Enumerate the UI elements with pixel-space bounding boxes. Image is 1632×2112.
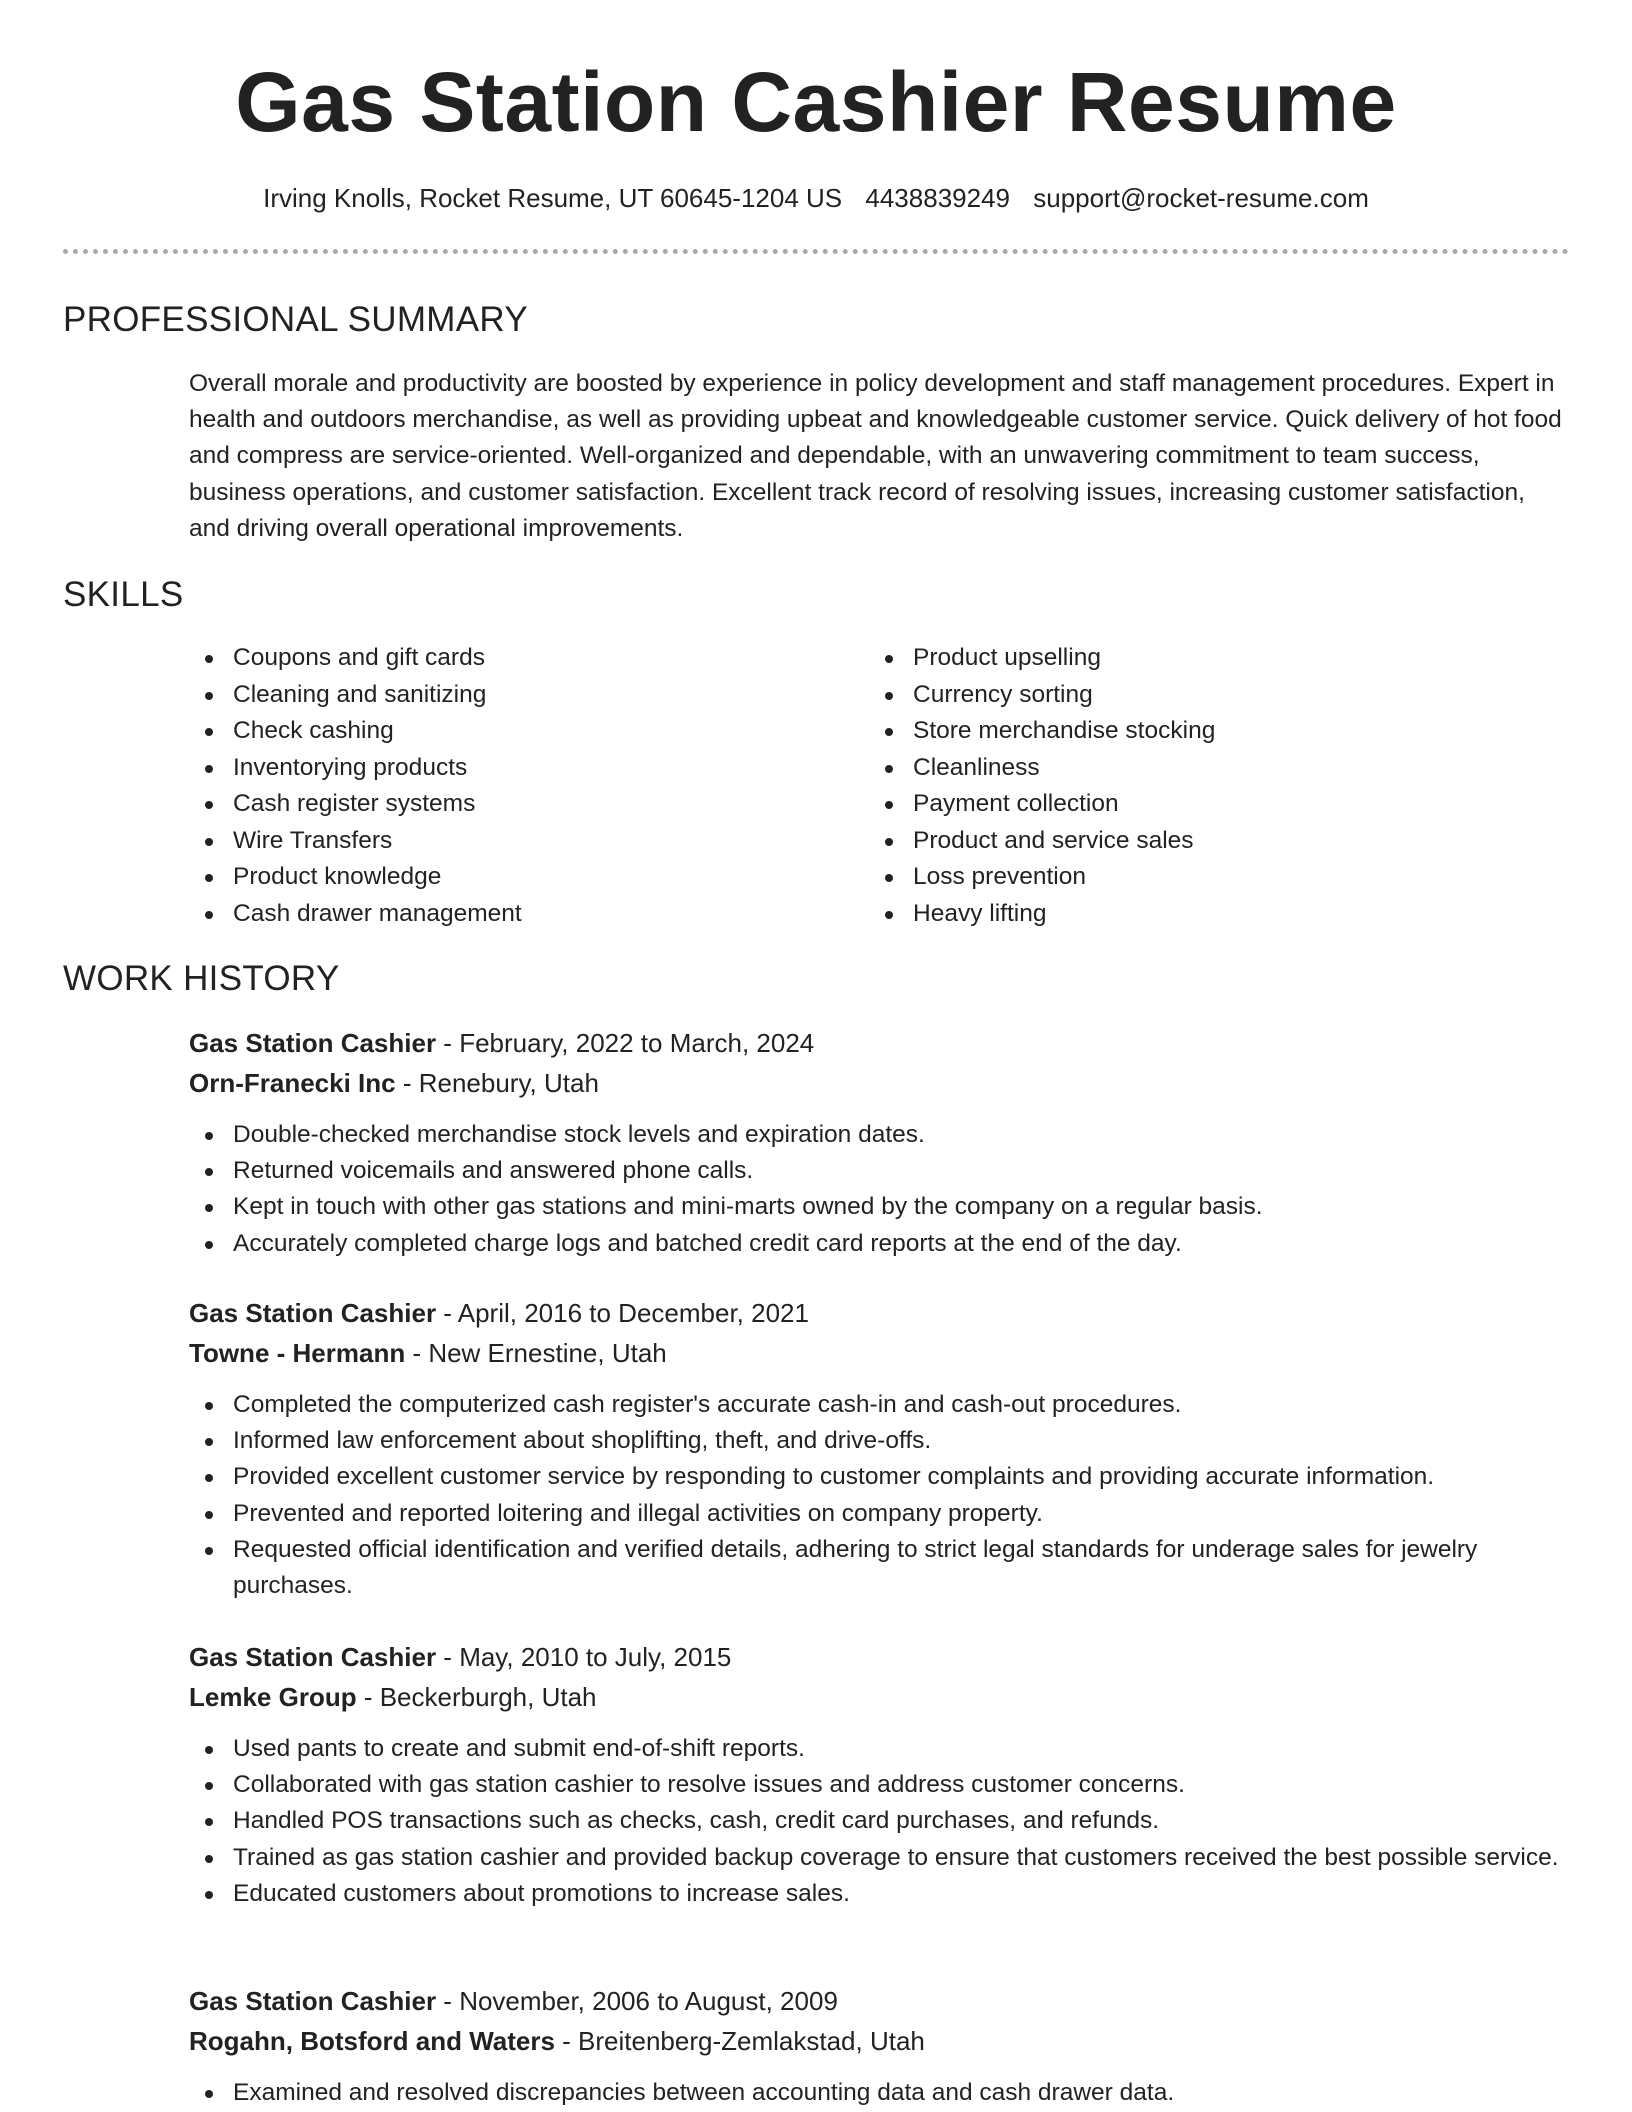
job-entry: [189, 1981, 1569, 2111]
contact-email[interactable]: support@rocket-resume.com: [1033, 183, 1369, 213]
job-company: Towne - Hermann: [189, 1338, 406, 1368]
job-bullets: [189, 1387, 1569, 1604]
job-bullets: [189, 2075, 1569, 2111]
summary-heading: PROFESSIONAL SUMMARY: [63, 300, 528, 339]
job-bullet: Completed the computerized cash register's accurate cash-in and cash-out procedures.: [189, 1387, 1569, 1423]
header-divider: [63, 249, 1569, 254]
job-bullet: Accurately completed charge logs and batched credit card reports at the end of the day.: [189, 1226, 1569, 1262]
resume-title: Gas Station Cashier Resume: [235, 55, 1397, 149]
contact-phone: 4438839249: [865, 183, 1010, 213]
job-bullet: Prevented and reported loitering and illegal activities on company property.: [189, 1496, 1569, 1532]
job-bullet: Examined and resolved discrepancies between accounting data and cash drawer data.: [189, 2075, 1569, 2111]
job-bullet: Returned voicemails and answered phone calls.: [189, 1153, 1569, 1189]
job-bullet: Educated customers about promotions to increase sales.: [189, 1876, 1569, 1912]
job-company-line: Orn-Franecki Inc - Renebury, Utah: [189, 1068, 599, 1098]
job-entry: [189, 1293, 1569, 1604]
job-entry: [189, 1637, 1569, 1912]
skill-item: Product knowledge: [189, 859, 869, 896]
job-location: Beckerburgh, Utah: [379, 1682, 597, 1712]
job-company-line: Towne - Hermann - New Ernestine, Utah: [189, 1338, 667, 1368]
skills-column-right: [869, 640, 1549, 932]
summary-text: Overall morale and productivity are boosted by experience in policy development and staff management procedures. Expert in health and outdoors merchandise, as well as providing upbeat and knowledgeable customer service. Quick delivery of hot food and compress are service-oriented. Well-organized and dependable, with an unwavering commitment to team success, business operations, and customer satisfaction. Excellent track record of resolving issues, increasing customer satisfaction, and driving overall operational improvements.: [189, 370, 1562, 542]
job-bullet: Kept in touch with other gas stations and mini-marts owned by the company on a regular basis.: [189, 1189, 1569, 1225]
skills-list: [189, 640, 1569, 932]
job-title-line: Gas Station Cashier - February, 2022 to March, 2024: [189, 1028, 815, 1058]
job-bullet: Trained as gas station cashier and provided backup coverage to ensure that customers received the best possible service.: [189, 1840, 1569, 1876]
job-bullet: Provided excellent customer service by responding to customer complaints and providing accurate information.: [189, 1459, 1569, 1495]
job-location: Breitenberg-Zemlakstad, Utah: [578, 2026, 925, 2056]
skills-heading: SKILLS: [63, 575, 184, 614]
job-title: Gas Station Cashier: [189, 1986, 437, 2016]
skills-column-left: [189, 640, 869, 932]
skill-item: Wire Transfers: [189, 823, 869, 860]
skill-item: Currency sorting: [869, 677, 1549, 714]
skill-item: Store merchandise stocking: [869, 713, 1549, 750]
skill-item: Inventorying products: [189, 750, 869, 787]
job-dates: November, 2006 to August, 2009: [459, 1986, 838, 2016]
job-location: New Ernestine, Utah: [428, 1338, 667, 1368]
job-bullets: [189, 1117, 1569, 1262]
job-company-line: Lemke Group - Beckerburgh, Utah: [189, 1682, 597, 1712]
job-bullet: Handled POS transactions such as checks, cash, credit card purchases, and refunds.: [189, 1803, 1569, 1839]
job-bullets: [189, 1731, 1569, 1912]
job-company-line: Rogahn, Botsford and Waters - Breitenberg-Zemlakstad, Utah: [189, 2026, 925, 2056]
job-title: Gas Station Cashier: [189, 1028, 437, 1058]
job-company: Rogahn, Botsford and Waters: [189, 2026, 555, 2056]
job-company: Orn-Franecki Inc: [189, 1068, 396, 1098]
skill-item: Check cashing: [189, 713, 869, 750]
job-bullet: Informed law enforcement about shoplifting, theft, and drive-offs.: [189, 1423, 1569, 1459]
job-dates: February, 2022 to March, 2024: [459, 1028, 815, 1058]
job-title-line: Gas Station Cashier - April, 2016 to December, 2021: [189, 1298, 809, 1328]
job-title: Gas Station Cashier: [189, 1298, 437, 1328]
contact-address: Irving Knolls, Rocket Resume, UT 60645-1204 US: [263, 183, 843, 213]
skill-item: Loss prevention: [869, 859, 1549, 896]
skill-item: Product upselling: [869, 640, 1549, 677]
job-dates: April, 2016 to December, 2021: [457, 1298, 809, 1328]
job-bullet: Requested official identification and verified details, adhering to strict legal standards for underage sales for jewelry purchases.: [189, 1532, 1569, 1604]
skill-item: Heavy lifting: [869, 896, 1549, 933]
skill-item: Coupons and gift cards: [189, 640, 869, 677]
skill-item: Cleanliness: [869, 750, 1549, 787]
job-location: Renebury, Utah: [418, 1068, 599, 1098]
job-entry: [189, 1023, 1569, 1262]
job-bullet: Collaborated with gas station cashier to resolve issues and address customer concerns.: [189, 1767, 1569, 1803]
job-bullet: Double-checked merchandise stock levels and expiration dates.: [189, 1117, 1569, 1153]
job-bullet: Used pants to create and submit end-of-shift reports.: [189, 1731, 1569, 1767]
job-title-line: Gas Station Cashier - May, 2010 to July, 2015: [189, 1642, 732, 1672]
skill-item: Cash register systems: [189, 786, 869, 823]
skill-item: Product and service sales: [869, 823, 1549, 860]
work-history-heading: WORK HISTORY: [63, 959, 340, 998]
job-company: Lemke Group: [189, 1682, 357, 1712]
job-title-line: Gas Station Cashier - November, 2006 to August, 2009: [189, 1986, 838, 2016]
job-title: Gas Station Cashier: [189, 1642, 437, 1672]
skill-item: Cash drawer management: [189, 896, 869, 933]
skill-item: Payment collection: [869, 786, 1549, 823]
job-dates: May, 2010 to July, 2015: [459, 1642, 732, 1672]
skill-item: Cleaning and sanitizing: [189, 677, 869, 714]
contact-line: [0, 180, 1632, 216]
